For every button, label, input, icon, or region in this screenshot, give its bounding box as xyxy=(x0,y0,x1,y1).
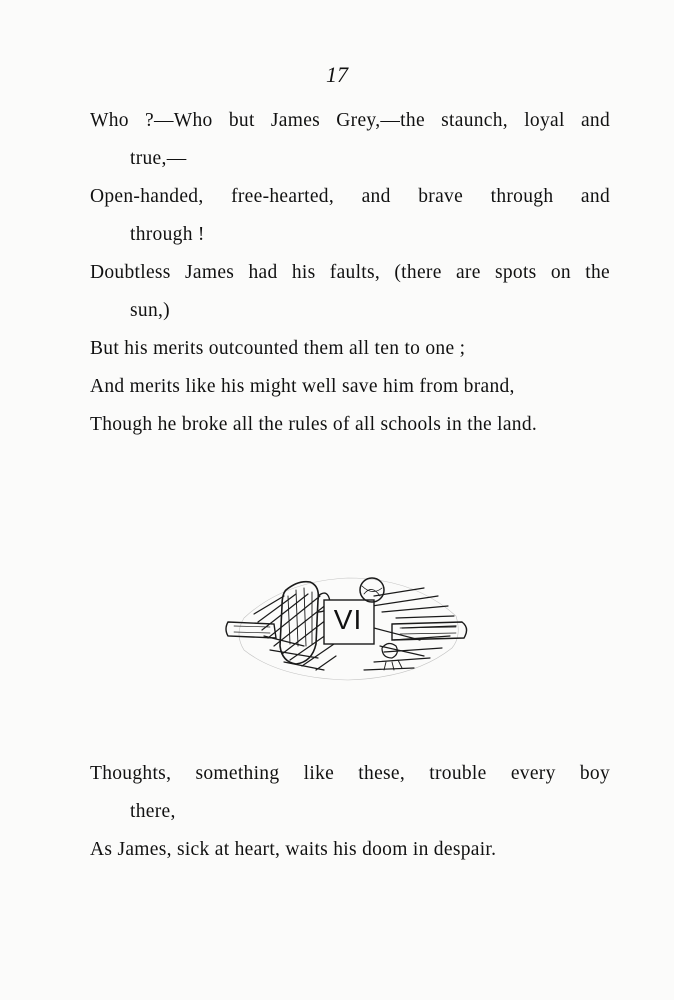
verse-line: there, xyxy=(130,801,176,822)
chapter-numeral: VI xyxy=(333,604,363,635)
verse-line: through ! xyxy=(130,224,205,245)
verse-line: Open-handed, free-hearted, and brave through and xyxy=(90,186,610,207)
verse-line: Who ?—Who but James Grey,—the staunch, loyal and xyxy=(90,110,610,131)
chapter-ornament xyxy=(224,566,472,686)
verse-line: But his merits outcounted them all ten to one ; xyxy=(90,338,466,359)
verse-line: As James, sick at heart, waits his doom in despair. xyxy=(90,839,497,860)
verse-line: sun,) xyxy=(130,300,170,321)
stanza-2 xyxy=(90,759,610,873)
verse-line: Thoughts, something like these, trouble every boy xyxy=(90,763,610,784)
page-number: 17 xyxy=(326,62,348,87)
stanza-1 xyxy=(90,106,610,448)
verse-line: Doubtless James had his faults, (there are spots on the xyxy=(90,262,610,283)
verse-line: true,— xyxy=(130,148,187,169)
verse-line: Though he broke all the rules of all schools in the land. xyxy=(90,414,538,435)
verse-line: And merits like his might well save him from brand, xyxy=(90,376,515,397)
